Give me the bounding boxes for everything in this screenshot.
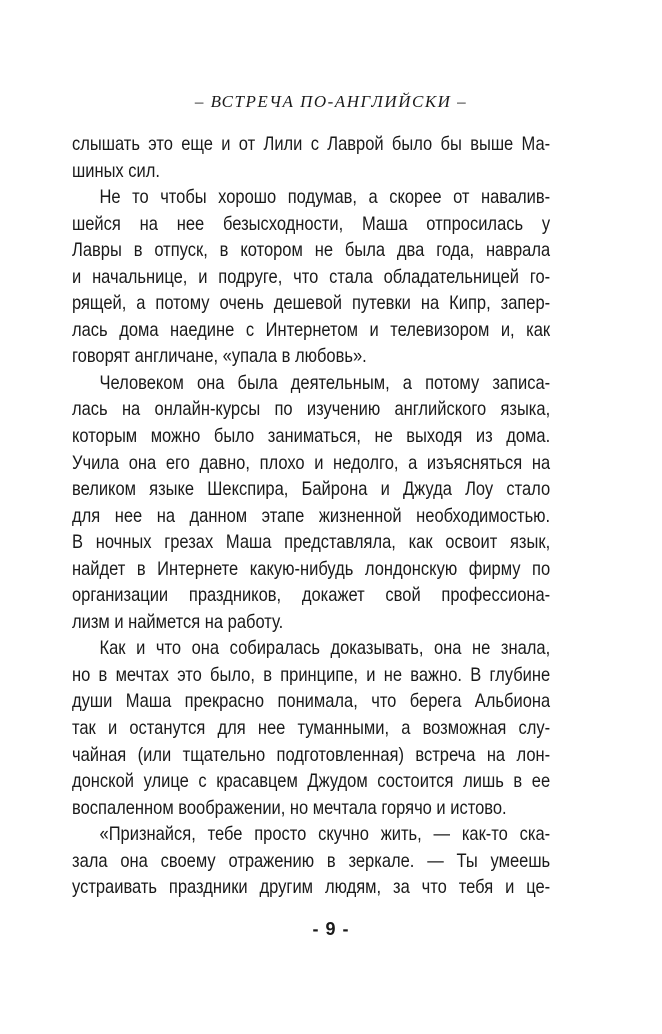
text-line: души Маша прекрасно понимала, что берега Альбиона bbox=[72, 691, 551, 713]
text-line: Человеком она была деятельным, а потому записа- bbox=[99, 372, 551, 394]
text-line: «Признайся, тебе просто скучно жить, — как-то ска- bbox=[99, 824, 551, 846]
text-line: говорят англичане, «упала в любовь». bbox=[72, 346, 367, 368]
text-line: чайная (или тщательно подготовленная) встреча на лон- bbox=[72, 744, 551, 766]
text-line: для нее на данном этапе жизненной необходимостью. bbox=[72, 505, 551, 527]
text-line: зала она своему отражению в зеркале. — Ты умеешь bbox=[72, 850, 551, 872]
body-text bbox=[72, 132, 550, 902]
text-line: и начальнице, и подруге, что стала обладательницей го- bbox=[72, 266, 551, 288]
text-line: Не то чтобы хорошо подумав, а скорее от навалив- bbox=[99, 187, 551, 209]
text-line: шейся на нее безысходности, Маша отпросилась у bbox=[72, 213, 551, 235]
text-line: которым можно было заниматься, не выходя из дома. bbox=[72, 426, 551, 448]
text-line: донской улице с красавцем Джудом состоится лишь в ее bbox=[72, 771, 551, 793]
text-line: лась дома наедине с Интернетом и телевизором и, как bbox=[72, 319, 551, 341]
text-line: организации праздников, докажет свой профессиона- bbox=[72, 585, 551, 607]
text-line: найдет в Интернете какую-нибудь лондонскую фирму по bbox=[72, 558, 551, 580]
page-number: - 9 - bbox=[312, 919, 350, 939]
text-line: великом языке Шекспира, Байрона и Джуда Лоу стало bbox=[72, 479, 551, 501]
text-line: Учила она его давно, плохо и недолго, а изъясняться на bbox=[72, 452, 551, 474]
text-line: так и останутся для нее туманными, а возможная слу- bbox=[72, 718, 551, 740]
text-line: лась на онлайн-курсы по изучению английского языка, bbox=[72, 399, 551, 421]
text-line: Лавры в отпуск, в котором не была два года, наврала bbox=[72, 240, 551, 262]
text-line: слышать это еще и от Лили с Лаврой было бы выше Ма- bbox=[72, 134, 551, 155]
text-line: Как и что она собиралась доказывать, она не знала, bbox=[99, 638, 551, 660]
text-line: В ночных грезах Маша представляла, как освоит язык, bbox=[72, 532, 551, 554]
text-line: лизм и наймется на работу. bbox=[72, 611, 284, 633]
running-header: – ВСТРЕЧА ПО-АНГЛИЙСКИ – bbox=[194, 92, 468, 111]
text-line: но в мечтах это было, в принципе, и не важно. В глубине bbox=[72, 664, 551, 686]
text-line: шиных сил. bbox=[72, 160, 160, 182]
text-line: воспаленном воображении, но мечтала горячо и истово. bbox=[72, 797, 507, 819]
text-line: рящей, а потому очень дешевой путевки на Кипр, запер- bbox=[72, 293, 551, 315]
text-line: устраивать праздники другим людям, за что тебя и це- bbox=[72, 877, 551, 899]
